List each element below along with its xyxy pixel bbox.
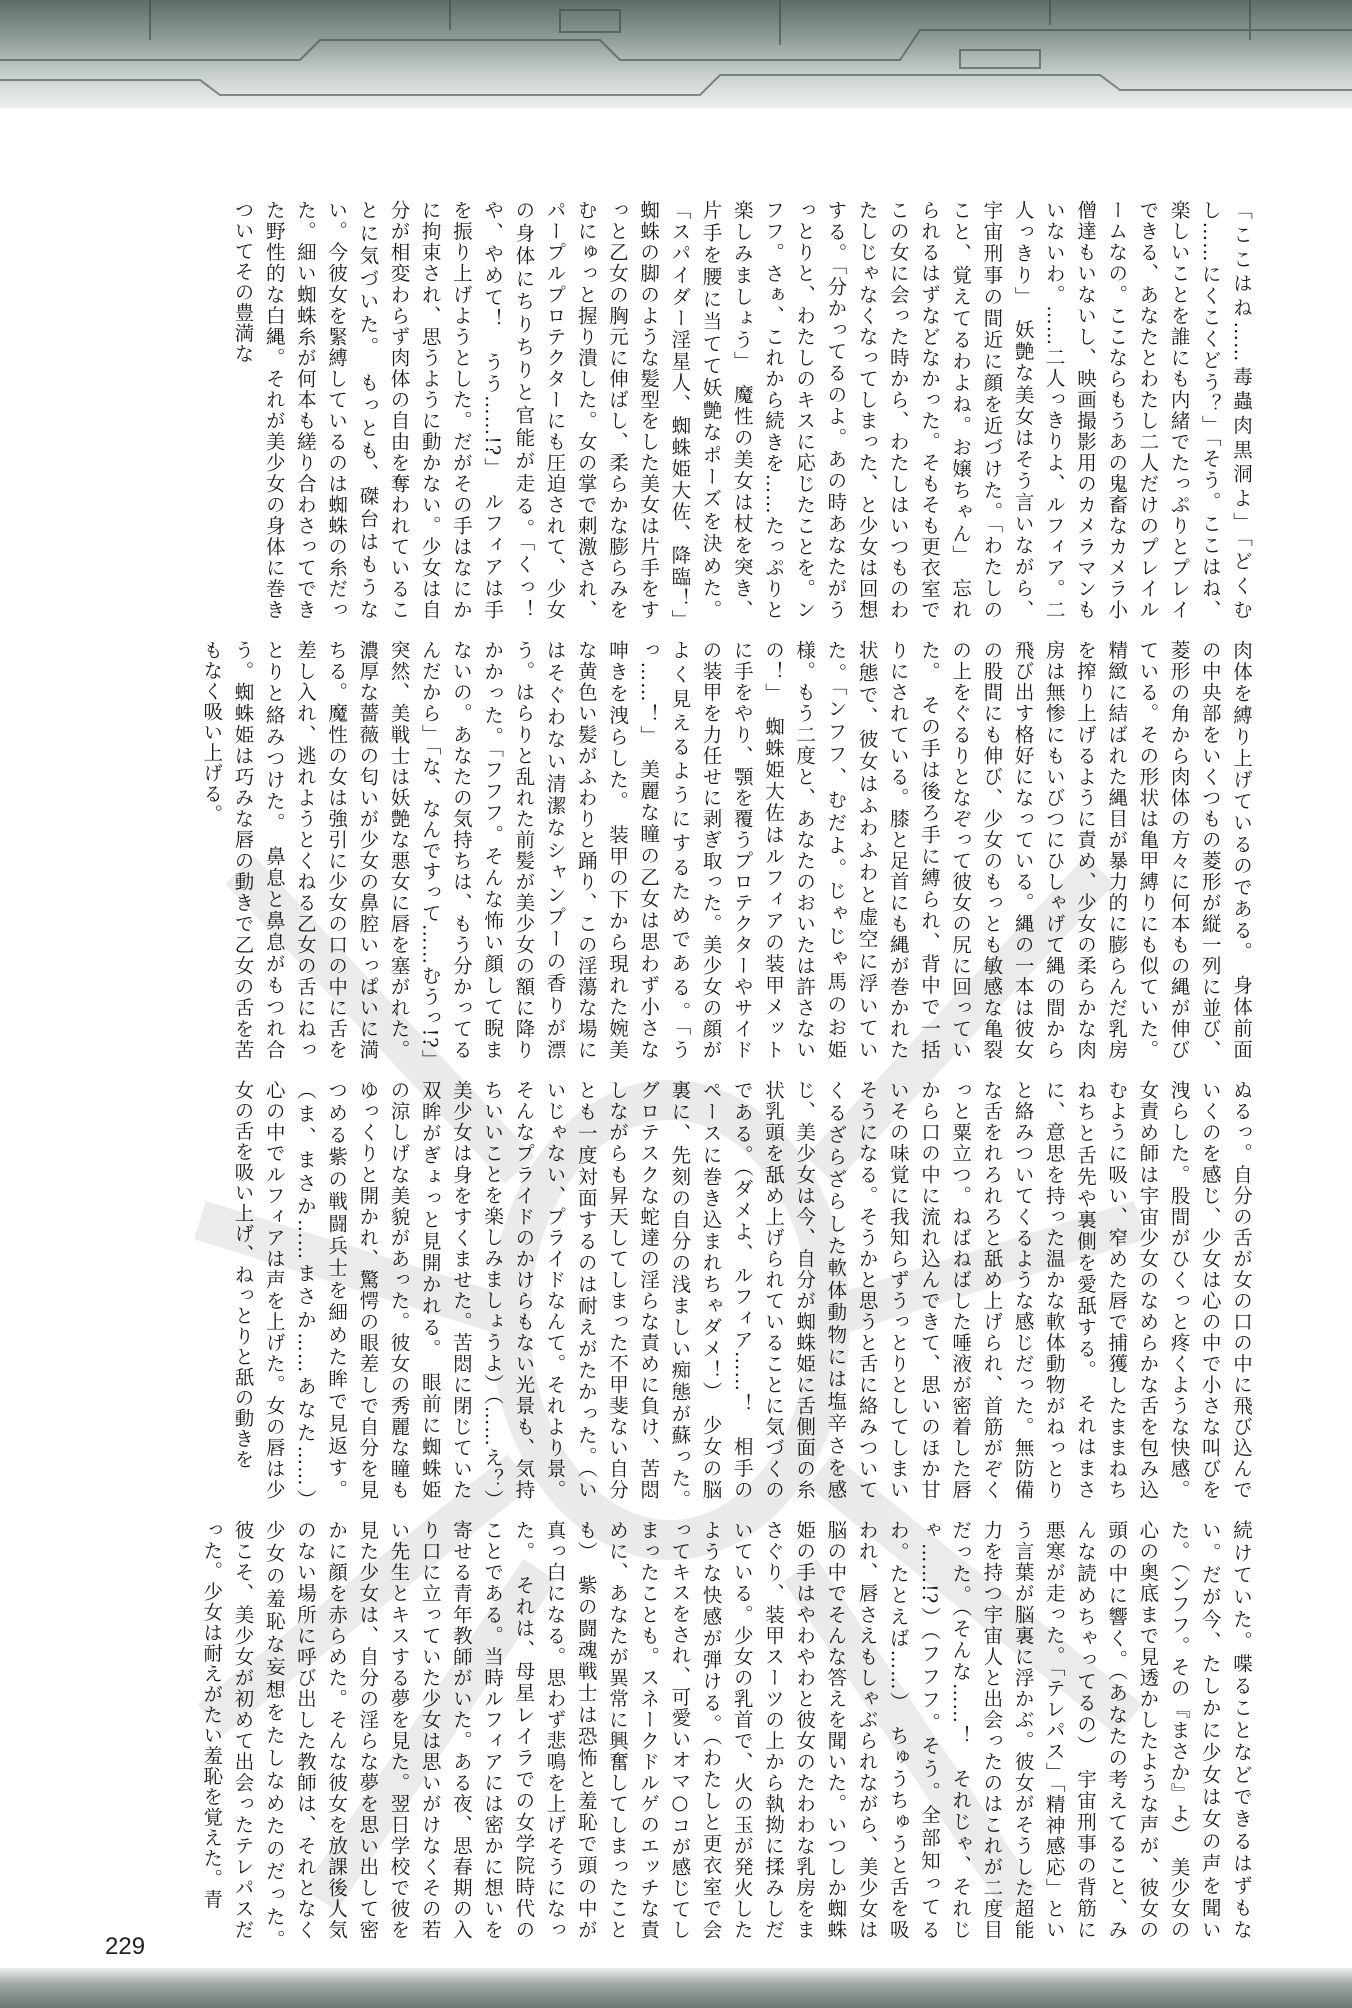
body-text-block-2: 肉体を縛り上げているのである。 身体前面の中央部をいくつもの菱形が縦一列に並び、菱形の角から肉体の方々に何本もの縄が伸びている。その形状は亀甲縛りにも似ていた。精緻に結ばれた縄目が暴力的に膨らんだ乳房を搾り上げるように責め、少女の柔らかな肉房は無惨にもいびつにひしゃげて縄の間から飛び出す格好になっている。縄の一本は彼女の股間にも伸び、少女のもっとも敏感な亀裂の上をぐるりとなぞって彼女の尻に回っていた。 その手は後ろ手に縛られ、背中で一括りにされている。膝と足首にも縄が巻かれた状態で、彼女はふわふわと虚空に浮いていた。「ンフフ、むだよ。じゃじゃ馬のお姫様。もう二度と、あなたのおいたは許さないの！」 蜘蛛姫大佐はルフィアの装甲メットに手をやり、顎を覆うプロテクターやサイドの装甲を力任せに剥ぎ取った。美少女の顔がよく見えるようにするためである。「うっ……！」 美麗な瞳の乙女は思わず小さな呻きを洩らした。 装甲の下から現れた婉美な黄色い髪がふわりと踊り、この淫蕩な場にはそぐわない清潔なシャンプーの香りが漂う。はらりと乱れた前髪が美少女の額に降りかかった。「フフフ。そんな怖い顔して睨まないの。あなたの気持ちは、もう分かってるんだから」「な、なんですって……むうっ!?」 突然、美戦士は妖艶な悪女に唇を塞がれた。濃厚な薔薇の匂いが少女の鼻腔いっぱいに満ちる。魔性の女は強引に少女の口の中に舌を差し入れ、逃れようとくねる乙女の舌にねっとりと絡みつけた。 鼻息と鼻息がもつれ合う。蜘蛛姫は巧みな唇の動きで乙女の舌を苦もなく吸い上げる。 bbox=[200, 640, 1253, 1081]
page-number: 229 bbox=[105, 1933, 146, 1960]
text-row-2 bbox=[97, 640, 1257, 1081]
body-text-block-3: ぬるっ。自分の舌が女の口の中に飛び込んでいくのを感じ、少女は心の中で小さな叫びを洩らした。股間がひくっと疼くような快感。女責め師は宇宙少女のなめらかな舌を包み込むように吸い、窄めた唇で捕獲したままねちねちと舌先や裏側を愛舐する。 それはまさに、意思を持った温かな軟体動物がねっとりと絡みついてくるような感じだった。無防備な舌をれろれろと舐め上げられ、首筋がぞくっと粟立つ。ねばねばした唾液が密着した唇から口の中に流れ込んできて、思いのほか甘いその味覚に我知らずうっとりとしてしまいそうになる。そうかと思うと舌に絡みついてくるざらざらした軟体動物には塩辛さを感じ、美少女は今、自分が蜘蛛姫に舌側面の糸状乳頭を舐め上げられていることに気づくのである。（ダメよ、ルフィア……！ 相手のペースに巻き込まれちゃダメ！） 少女の脳裏に、先刻の自分の浅ましい痴態が蘇った。 グロテスクな蛇達の淫らな責めに負け、苦悶しながらも昇天してしまった不甲斐ない自分とも一度対面するのは耐えがたかった。（いいじゃない、プライドなんて。それより景。そんなプライドのかけらもない光景も、気持ちいいことを楽しみましょうよ）（……え？） 美少女は身をすくませた。苦悶に閉じていた双眸がぎょっと見開かれる。 眼前に蜘蛛姫の涼しげな美貌があった。彼女の秀麗な瞳もゆっくりと開かれ、驚愕の眼差しで自分を見つめる紫の戦闘兵士を細めた眸で見返す。（ま、まさか……まさか……あなた……） 心の中でルフィアは声を上げた。女の唇は少女の舌を吸い上げ、ねっとりと舐の動きを bbox=[231, 1080, 1253, 1521]
body-text-block-4: 続けていた。喋ることなどできるはずもない。だが今、たしかに少女は女の声を聞いた。（ンフフ。その『まさか』よ） 美少女の心の奥底まで見透かしたような声が、彼女の頭の中に響く。（あなたの考えてること、みんな読めちゃってるの） 宇宙刑事の背筋に悪寒が走った。「テレパス」「精神感応」という言葉が脳裏に浮かぶ。彼女がそうした超能力を持つ宇宙人と出会ったのはこれが二度目だった。（そんな……！ それじゃ、それじゃ……!?）（フフフ。そう。全部知ってるわ。たとえば……） ちゅうちゅうと舌を吸われ、唇さえもしゃぶられながら、美少女は脳の中でそんな答えを聞いた。いつしか蜘蛛姫の手はやわやわと彼女のたわわな乳房をまさぐり、装甲スーツの上から執拗に揉みしだいている。少女の乳首で、火の玉が発火したような快感が弾ける。（わたしと更衣室で会ってキスをされ、可愛いオマ○コが感じてしまったことも。スネークドルゲのエッチな責めに、あなたが異常に興奮してしまったことも） 紫の闘魂戦士は恐怖と羞恥で頭の中が真っ白になる。思わず悲鳴を上げそうになった。 それは、母星レイラでの女学院時代のことである。当時ルフィアには密かに想いを寄せる青年教師がいた。ある夜、思春期の入り口に立っていた少女は思いがけなくその若い先生とキスする夢を見た。翌日学校で彼を見た少女は、自分の淫らな夢を思い出して密かに顔を赤らめた。そんな彼女を放課後人気のない場所に呼び出した教師は、それとなく少女の羞恥な妄想をたしなめたのだった。 彼こそ、美少女が初めて出会ったテレパスだった。少女は耐えがたい羞恥を覚えた。青 bbox=[200, 1520, 1253, 1961]
text-row-1 bbox=[97, 200, 1257, 641]
decorative-header-band bbox=[0, 0, 1352, 108]
decorative-footer-band bbox=[0, 1968, 1352, 2008]
body-text-block-1: 「ここはね……毒蟲肉黒洞よ」「どくむし……にくこくどう？」「そう。ここはね、楽しいことを誰にも内緒でたっぷりとプレイできる、あなたとわたし二人だけのプレイルームなの。ここならもうあの鬼畜なカメラ小僧達もいないし、映画撮影用のカメラマンもいないわ。……二人っきりよ、ルフィア。二人っきり」 妖艶な美女はそう言いながら、宇宙刑事の間近に顔を近づけた。「わたしのこと、覚えてるわよね。お嬢ちゃん」 忘れられるはずなどなかった。そもそも更衣室でこの女に会った時から、わたしはいつものわたしじゃなくなってしまった、と少女は回想する。「分かってるのよ。あの時あなたがうっとりと、わたしのキスに応じたことを。ンフフ。さぁ、これから続きを……たっぷりと楽しみましょう」 魔性の美女は杖を突き、片手を腰に当てて妖艶なポーズを決めた。「スパイダー淫星人、蜘蛛姫大佐、降臨！」 蜘蛛の脚のような髪型をした美女は片手をすっと乙女の胸元に伸ばし、柔らかな膨らみをむにゅっと握り潰した。女の掌で刺激され、パープルプロテクターにも圧迫されて、少女の身体にちりちりと官能が走る。「くっ！ や、やめて！ うう……!?」 ルフィアは手を振り上げようとした。だがその手はなにかに拘束され、思うように動かない。少女は自分が相変わらず肉体の自由を奪われていることに気づいた。 もっとも、磔台はもうない。今彼女を緊縛しているのは蜘蛛の糸だった。細い蜘蛛糸が何本も縒り合わさってできた野性的な白縄。それが美少女の身体に巻きついてその豊満な bbox=[231, 200, 1253, 641]
text-row-3 bbox=[97, 1080, 1257, 1521]
circuit-pattern-graphic bbox=[0, 0, 1352, 108]
